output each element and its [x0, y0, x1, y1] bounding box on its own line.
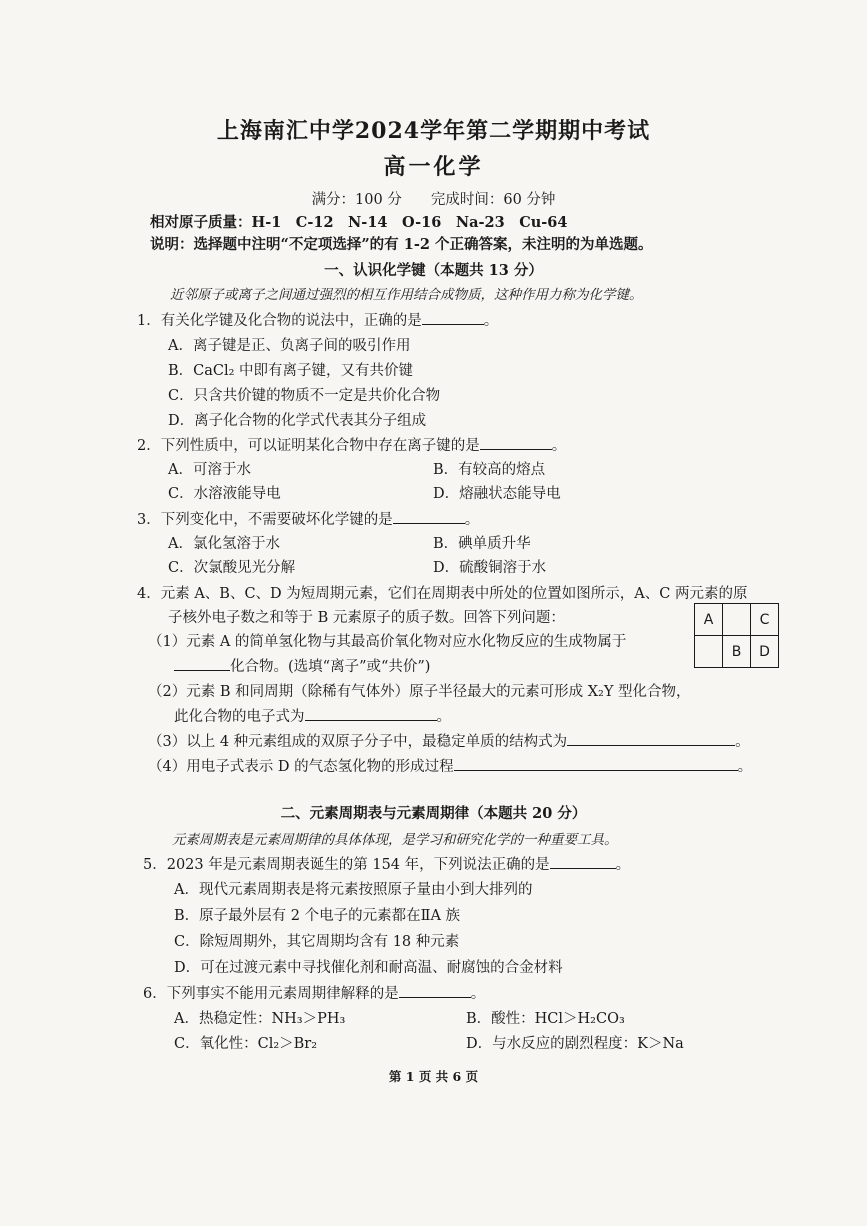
- grid-cell-empty: [723, 604, 751, 636]
- q4-part4-blank[interactable]: [454, 757, 738, 771]
- grid-cell-empty: [695, 636, 723, 668]
- q6-answer-blank[interactable]: [399, 984, 471, 998]
- q6-period: 。: [470, 986, 486, 1002]
- q3-option-a: A．氯化氢溶于水: [168, 536, 280, 552]
- q4-part3-blank[interactable]: [567, 732, 735, 746]
- grid-cell-d: D: [751, 636, 779, 668]
- q4-stem-line1: 4．元素 A、B、C、D 为短周期元素，它们在周期表中所处的位置如图所示，A、C 两元素的原: [137, 586, 748, 602]
- q3-period: 。: [464, 512, 480, 528]
- section2-intro: 元素周期表是元素周期律的具体体现，是学习和研究化学的一种重要工具。: [172, 832, 618, 848]
- q6-option-b: B．酸性：HCl＞H₂CO₃: [466, 1011, 625, 1027]
- q5-option-b: B．原子最外层有 2 个电子的元素都在ⅡA 族: [174, 908, 461, 924]
- exam-info: 满分：100 分 完成时间：60 分钟: [311, 192, 556, 208]
- q4-part3-period: 。: [735, 734, 750, 750]
- q6-stem-line: [143, 982, 485, 1003]
- q2-option-c: C．水溶液能导电: [168, 486, 281, 502]
- q4-part4-line: [148, 755, 752, 776]
- q4-part2-line1: （2）元素 B 和同周期（除稀有气体外）原子半径最大的元素可形成 X₂Y 型化合物，: [148, 684, 691, 700]
- q4-part1-blank[interactable]: [174, 657, 230, 671]
- section1-intro: 近邻原子或离子之间通过强烈的相互作用结合成物质，这种作用力称为化学键。: [170, 287, 643, 303]
- q4-part4-stem: （4）用电子式表示 D 的气态氢化物的形成过程: [148, 759, 454, 775]
- q4-stem-line2: 子核外电子数之和等于 B 元素原子的质子数。回答下列问题：: [168, 610, 565, 626]
- q3-option-c: C．次氯酸见光分解: [168, 560, 296, 576]
- q4-part3-line: [148, 730, 750, 751]
- q4-part4-period: 。: [737, 759, 753, 775]
- q5-stem-line: [143, 853, 630, 874]
- q4-part2-period: 。: [436, 709, 451, 725]
- q1-option-b: B．CaCl₂ 中即有离子键，又有共价键: [168, 363, 414, 379]
- q4-part1-tail: 化合物。(选填“离子”或“共价”): [230, 659, 431, 675]
- q2-option-a: A．可溶于水: [168, 462, 251, 478]
- q5-stem: 5．2023 年是元素周期表诞生的第 154 年，下列说法正确的是: [143, 857, 550, 873]
- q4-part1-line1: （1）元素 A 的简单氢化物与其最高价氧化物对应水化物反应的生成物属于: [148, 634, 627, 650]
- q3-option-d: D．硫酸铜溶于水: [433, 560, 547, 576]
- q1-answer-blank[interactable]: [422, 311, 484, 325]
- page-footer: 第 1 页 共 6 页: [388, 1069, 479, 1084]
- q6-option-d: D．与水反应的剧烈程度：K＞Na: [466, 1036, 684, 1052]
- q4-part3-stem: （3）以上 4 种元素组成的双原子分子中，最稳定单质的结构式为: [148, 734, 568, 750]
- grid-cell-c: C: [751, 604, 779, 636]
- q1-stem-line: [137, 309, 498, 330]
- q1-period: 。: [483, 313, 499, 329]
- q6-option-c: C．氧化性：Cl₂＞Br₂: [174, 1036, 318, 1052]
- q6-stem: 6．下列事实不能用元素周期律解释的是: [143, 986, 399, 1002]
- q1-option-d: D．离子化合物的化学式代表其分子组成: [168, 413, 427, 429]
- q4-part2-blank[interactable]: [305, 707, 437, 721]
- q1-stem: 1．有关化学键及化合物的说法中，正确的是: [137, 313, 422, 329]
- grid-cell-a: A: [695, 604, 723, 636]
- q6-option-a: A．热稳定性：NH₃＞PH₃: [174, 1011, 346, 1027]
- q3-stem: 3．下列变化中，不需要破坏化学键的是: [137, 512, 393, 528]
- q5-option-a: A．现代元素周期表是将元素按照原子量由小到大排列的: [174, 882, 533, 898]
- periodic-table-grid: [694, 603, 779, 668]
- q4-part1-line2: [174, 655, 430, 676]
- q3-stem-line: [137, 508, 479, 529]
- section2-heading: 二、元素周期表与元素周期律（本题共 20 分）: [280, 805, 587, 822]
- q5-period: 。: [615, 857, 631, 873]
- q3-option-b: B．碘单质升华: [433, 536, 531, 552]
- q4-part2-line2: [174, 705, 451, 726]
- q2-stem-line: [137, 434, 566, 455]
- section1-heading: 一、认识化学键（本题共 13 分）: [324, 262, 543, 279]
- q2-stem: 2．下列性质中，可以证明某化合物中存在离子键的是: [137, 438, 480, 454]
- instruction: 说明：选择题中注明“不定项选择”的有 1-2 个正确答案，未注明的为单选题。: [150, 236, 653, 253]
- subject-title: 高一化学: [383, 154, 484, 180]
- q2-period: 。: [551, 438, 567, 454]
- q4-part2-stem: 此化合物的电子式为: [174, 709, 305, 725]
- q2-option-b: B．有较高的熔点: [433, 462, 546, 478]
- q1-option-a: A．离子键是正、负离子间的吸引作用: [168, 338, 411, 354]
- q2-option-d: D．熔融状态能导电: [433, 486, 561, 502]
- q1-option-c: C．只含共价键的物质不一定是共价化合物: [168, 388, 441, 404]
- q5-answer-blank[interactable]: [550, 855, 616, 869]
- exam-title: 上海南汇中学2024学年第二学期期中考试: [216, 118, 651, 144]
- q5-option-c: C．除短周期外，其它周期均含有 18 种元素: [174, 934, 460, 950]
- grid-cell-b: B: [723, 636, 751, 668]
- q2-answer-blank[interactable]: [480, 436, 552, 450]
- atomic-masses: 相对原子质量：H-1 C-12 N-14 O-16 Na-23 Cu-64: [150, 214, 568, 231]
- q5-option-d: D．可在过渡元素中寻找催化剂和耐高温、耐腐蚀的合金材料: [174, 960, 563, 976]
- q3-answer-blank[interactable]: [393, 510, 465, 524]
